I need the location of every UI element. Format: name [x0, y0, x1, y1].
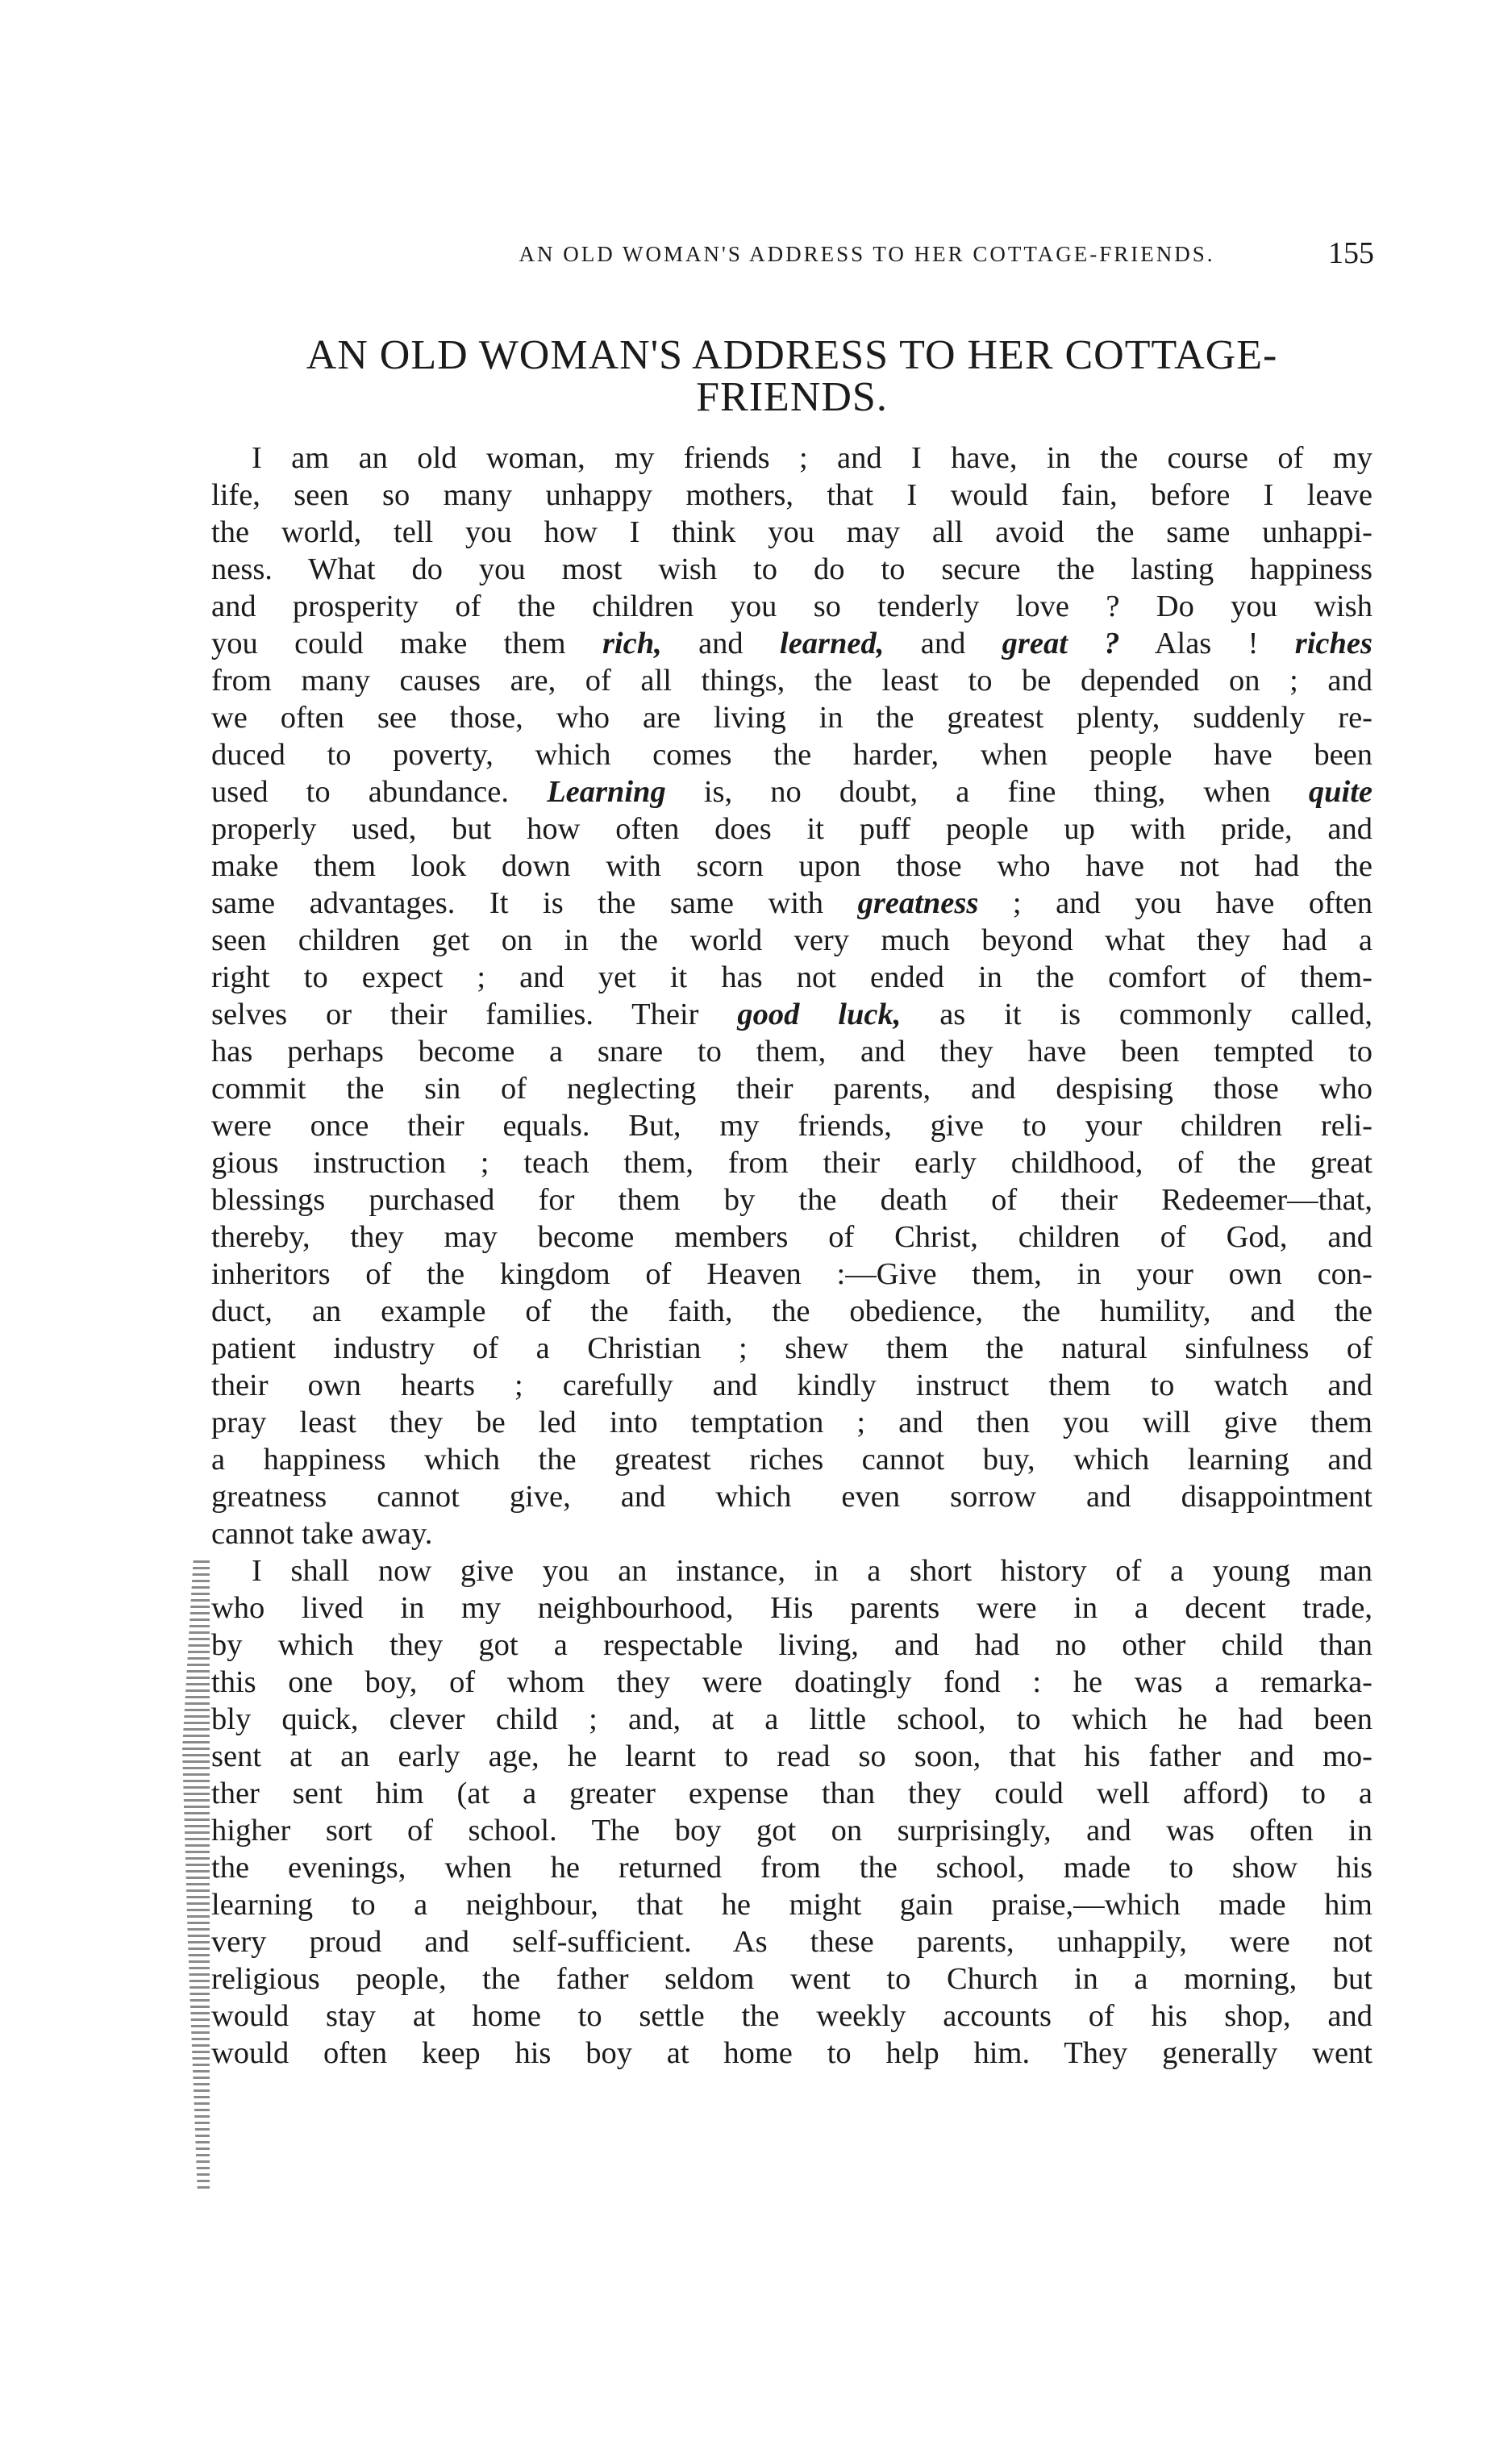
- body-line: religious people, the father seldom went to Church in a morning, but: [211, 1962, 1372, 1996]
- body-line: thereby, they may become members of Christ, children of God, and: [211, 1220, 1372, 1254]
- article-title-line-1: AN OLD WOMAN'S ADDRESS TO HER COTTAGE-: [306, 332, 1278, 378]
- italic-emphasis: great ?: [1002, 627, 1120, 660]
- body-line: patient industry of a Christian ; shew them the natural sinfulness of: [211, 1331, 1372, 1365]
- body-line: commit the sin of neglecting their parents, and despising those who: [211, 1072, 1372, 1106]
- body-line: same advantages. It is the same with greatness ; and you have often: [211, 886, 1372, 920]
- body-line: you could make them rich, and learned, and great ? Alas ! riches: [211, 627, 1372, 660]
- body-line: make them look down with scorn upon those who have not had the: [211, 849, 1372, 883]
- body-line: very proud and self-sufficient. As these parents, unhappily, were not: [211, 1925, 1372, 1959]
- article-title: [211, 332, 1372, 420]
- article-body: [211, 439, 1372, 2072]
- body-line: by which they got a respectable living, and had no other child than: [211, 1628, 1372, 1662]
- body-line: duct, an example of the faith, the obedience, the humility, and the: [211, 1294, 1372, 1328]
- body-line: learning to a neighbour, that he might gain praise,—which made him: [211, 1888, 1372, 1922]
- body-line: blessings purchased for them by the death of their Redeemer—that,: [211, 1183, 1372, 1217]
- body-line: and prosperity of the children you so tenderly love ? Do you wish: [211, 589, 1372, 623]
- italic-emphasis: quite: [1308, 775, 1372, 809]
- body-line: right to expect ; and yet it has not ended in the comfort of them-: [211, 960, 1372, 994]
- body-line: higher sort of school. The boy got on surprisingly, and was often in: [211, 1814, 1372, 1848]
- italic-emphasis: Learning: [547, 775, 666, 809]
- page-number: 155: [1328, 236, 1374, 270]
- italic-emphasis: good luck,: [737, 998, 902, 1031]
- body-line: cannot take away.: [211, 1517, 433, 1551]
- body-line: used to abundance. Learning is, no doubt, a fine thing, when quite: [211, 775, 1372, 809]
- body-line: from many causes are, of all things, the least to be depended on ; and: [211, 664, 1372, 698]
- body-line: ness. What do you most wish to do to secure the lasting happiness: [211, 552, 1372, 586]
- running-head: AN OLD WOMAN'S ADDRESS TO HER COTTAGE-FRIENDS.: [519, 242, 1215, 266]
- body-line: would stay at home to settle the weekly accounts of his shop, and: [211, 1999, 1372, 2033]
- body-line: has perhaps become a snare to them, and they have been tempted to: [211, 1035, 1372, 1069]
- italic-emphasis: greatness: [857, 886, 979, 920]
- body-line: were once their equals. But, my friends, give to your children reli-: [211, 1109, 1372, 1143]
- body-line: the world, tell you how I think you may all avoid the same unhappi-: [211, 515, 1372, 549]
- body-line: selves or their families. Their good luck, as it is commonly called,: [211, 998, 1373, 1031]
- italic-emphasis: learned,: [780, 627, 885, 660]
- body-line: the evenings, when he returned from the school, made to show his: [211, 1851, 1372, 1885]
- body-line: I am an old woman, my friends ; and I have, in the course of my: [252, 441, 1372, 475]
- body-line: would often keep his boy at home to help him. They generally went: [211, 2036, 1372, 2070]
- italic-emphasis: rich,: [602, 627, 662, 660]
- body-line: sent at an early age, he learnt to read so soon, that his father and mo-: [211, 1739, 1372, 1773]
- body-line: inheritors of the kingdom of Heaven :—Give them, in your own con-: [211, 1257, 1372, 1291]
- body-line: life, seen so many unhappy mothers, that I would fain, before I leave: [211, 478, 1372, 512]
- body-line: pray least they be led into temptation ; and then you will give them: [211, 1406, 1372, 1439]
- body-line: their own hearts ; carefully and kindly instruct them to watch and: [211, 1368, 1372, 1402]
- body-line: greatness cannot give, and which even sorrow and disappointment: [211, 1480, 1372, 1514]
- body-line: bly quick, clever child ; and, at a little school, to which he had been: [211, 1702, 1372, 1736]
- binding-margin-shadow: [182, 1560, 210, 2189]
- body-line: seen children get on in the world very much beyond what they had a: [211, 923, 1372, 957]
- body-line: gious instruction ; teach them, from their early childhood, of the great: [211, 1146, 1372, 1180]
- body-line: we often see those, who are living in the greatest plenty, suddenly re-: [211, 701, 1372, 735]
- body-line: this one boy, of whom they were doatingly fond : he was a remarka-: [211, 1665, 1372, 1699]
- body-line: a happiness which the greatest riches cannot buy, which learning and: [211, 1443, 1372, 1477]
- body-line: duced to poverty, which comes the harder, when people have been: [211, 738, 1372, 772]
- body-line: I shall now give you an instance, in a short history of a young man: [252, 1554, 1372, 1588]
- body-line: properly used, but how often does it puff people up with pride, and: [211, 812, 1372, 846]
- italic-emphasis: riches: [1294, 627, 1372, 660]
- body-line: ther sent him (at a greater expense than they could well afford) to a: [211, 1777, 1372, 1810]
- article-title-line-2: FRIENDS.: [696, 374, 888, 420]
- body-line: who lived in my neighbourhood, His parents were in a decent trade,: [211, 1591, 1372, 1625]
